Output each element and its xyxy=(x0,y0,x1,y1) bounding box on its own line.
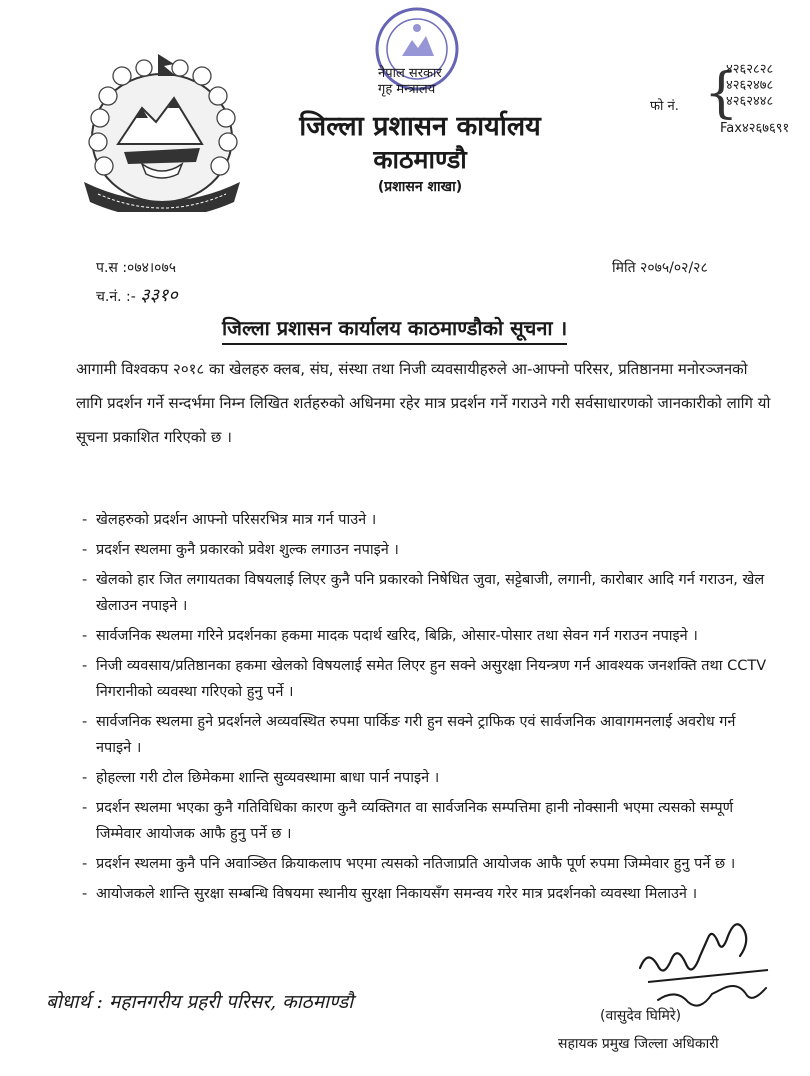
brace-icon: { xyxy=(704,61,739,124)
office-title: जिल्ला प्रशासन कार्यालय xyxy=(299,111,541,142)
notice-date: मिति २०७५/०२/२८ xyxy=(612,260,708,276)
office-branch: (प्रशासन शाखा) xyxy=(377,179,463,195)
signature-icon xyxy=(628,908,778,1018)
list-item: - खेलहरुको प्रदर्शन आफ्नो परिसरभित्र मात्र गर्न पाउने । xyxy=(82,507,772,533)
list-item: - खेलको हार जित लगायतका विषयलाई लिएर कुनै पनि प्रकारको निषेधित जुवा, सट्टेबाजी, लगानी, कारोबार आदि गर्न गराउन, खेल खेलाउन नपाइने । xyxy=(82,567,772,619)
dispatch-label: च.नं. :- xyxy=(96,289,136,305)
government-heading xyxy=(378,66,442,98)
reference-number: प.स :०७४।०७५ xyxy=(96,260,177,276)
phone-number: ४२६२८२८ xyxy=(726,62,774,77)
dispatch-value: ३३१० xyxy=(140,285,178,306)
list-item: - होहल्ला गरी टोल छिमेकमा शान्ति सुव्यवस्थामा बाधा पार्न नपाइने । xyxy=(82,765,772,791)
list-item: - निजी व्यवसाय/प्रतिष्ठानका हकमा खेलको विषयलाई समेत लिएर हुन सक्ने असुरक्षा नियन्त्रण गर्न आवश्यक जनशक्ति तथा CCTV निगरानीको व्यवस्था गरिएको हुनु पर्ने । xyxy=(82,653,772,705)
office-city: काठमाण्डौ xyxy=(373,145,467,174)
phone-numbers xyxy=(726,62,773,110)
signer-name: (वासुदेव घिमिरे) xyxy=(600,1008,682,1024)
dispatch-number xyxy=(96,283,178,307)
list-item: - प्रदर्शन स्थलमा भएका कुनै गतिविधिका कारण कुनै व्यक्तिगत वा सार्वजनिक सम्पत्तिमा हानी नोक्सानी भएमा त्यसको सम्पूर्ण जिम्मेवार आयोजक आफै हुनु पर्ने छ । xyxy=(82,795,772,847)
list-item: - सार्वजनिक स्थलमा गरिने प्रदर्शनका हकमा मादक पदार्थ खरिद, बिक्रि, ओसार-पोसार तथा सेवन गर्न गराउन नपाइने । xyxy=(82,623,772,649)
phone-number: ४२६२४७८ xyxy=(726,78,774,93)
phone-number: ४२६२४४८ xyxy=(726,94,774,109)
signer-post: सहायक प्रमुख जिल्ला अधिकारी xyxy=(558,1036,719,1052)
conditions-list xyxy=(82,507,772,911)
notice-intro: आगामी विश्वकप २०१८ का खेलहरु क्लब, संघ, संस्था तथा निजी व्यवसायीहरुले आ-आफ्नो परिसर, प्रतिष्ठानमा मनोरञ्जनको लागि प्रदर्शन गर्ने सन्दर्भमा निम्न लिखित शर्तहरुको अधिनमा रहेर मात्र प्रदर्शन गर्ने गराउने गरी सर्वसाधारणको जानकारीको लागि यो सूचना प्रकाशित गरिएको छ । xyxy=(76,360,771,446)
list-item: - आयोजकले शान्ति सुरक्षा सम्बन्धि विषयमा स्थानीय सुरक्षा निकायसँग समन्वय गरेर मात्र प्रदर्शनको व्यवस्था मिलाउने । xyxy=(82,881,772,907)
list-item: - सार्वजनिक स्थलमा हुने प्रदर्शनले अव्यवस्थित रुपमा पार्किङ गरी हुन सक्ने ट्राफिक एवं सार्वजनिक आवागमनलाई अवरोध गर्न नपाइने । xyxy=(82,709,772,761)
copy-to-note: बोधार्थ : महानगरीय प्रहरी परिसर, काठमाण्डौ xyxy=(46,991,354,1013)
notice-title: जिल्ला प्रशासन कार्यालय काठमाण्डौको सूचना । xyxy=(222,314,567,345)
fax-number: Fax४२६७६९१ xyxy=(720,121,790,136)
list-item: - प्रदर्शन स्थलमा कुनै पनि अवाञ्छित क्रियाकलाप भएमा त्यसको नतिजाप्रति आयोजक आफै पूर्ण रुपमा जिम्मेवार हुनु पर्ने छ । xyxy=(82,851,772,877)
government-line2: गृह मन्त्रालय xyxy=(378,82,436,97)
list-item: - प्रदर्शन स्थलमा कुनै प्रकारको प्रवेश शुल्क लगाउन नपाइने । xyxy=(82,537,772,563)
phone-label: फो नं. xyxy=(650,99,679,114)
government-line1: नेपाल सरकार xyxy=(378,66,442,81)
